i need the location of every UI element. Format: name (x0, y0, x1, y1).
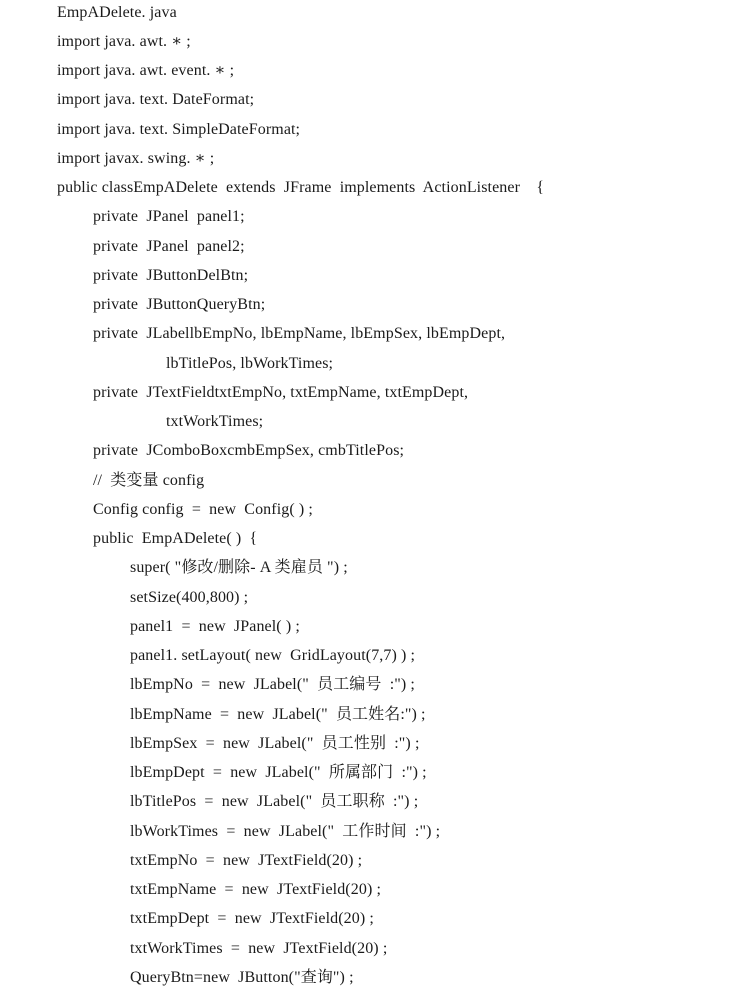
code-line: private JPanel panel1; (93, 208, 245, 225)
code-line: private JLabellbEmpNo, lbEmpName, lbEmpSex, lbEmpDept, (93, 325, 506, 342)
code-line: setSize(400,800) ; (130, 589, 249, 606)
code-line: txtEmpNo = new JTextField(20) ; (130, 852, 363, 869)
code-line: super( "修改/删除- A 类雇员 ") ; (130, 559, 348, 576)
code-line: import java. text. SimpleDateFormat; (57, 121, 301, 138)
code-line: import java. awt. event. ∗ ; (57, 62, 235, 79)
code-line: private JPanel panel2; (93, 238, 245, 255)
code-line: txtEmpName = new JTextField(20) ; (130, 881, 382, 898)
code-line: Config config = new Config( ) ; (93, 501, 313, 518)
code-line: txtWorkTimes; (166, 413, 264, 430)
code-line: lbEmpName = new JLabel(" 员工姓名:") ; (130, 706, 426, 723)
code-line: txtEmpDept = new JTextField(20) ; (130, 910, 374, 927)
code-line: private JButtonQueryBtn; (93, 296, 266, 313)
code-line: import java. text. DateFormat; (57, 91, 255, 108)
code-line: panel1 = new JPanel( ) ; (130, 618, 300, 635)
code-comment: // 类变量 config (93, 472, 205, 489)
code-line: import javax. swing. ∗ ; (57, 150, 215, 167)
code-line: EmpADelete. java (57, 4, 177, 21)
code-line: lbEmpNo = new JLabel(" 员工编号 :") ; (130, 676, 415, 693)
code-line: private JButtonDelBtn; (93, 267, 249, 284)
code-line: import java. awt. ∗ ; (57, 33, 191, 50)
code-line: public EmpADelete( ) { (93, 530, 258, 547)
code-line: private JTextFieldtxtEmpNo, txtEmpName, txtEmpDept, (93, 384, 469, 401)
code-line: lbWorkTimes = new JLabel(" 工作时间 :") ; (130, 823, 441, 840)
code-line: lbTitlePos = new JLabel(" 员工职称 :") ; (130, 793, 419, 810)
code-line: public classEmpADelete extends JFrame implements ActionListener { (57, 179, 545, 196)
code-line: panel1. setLayout( new GridLayout(7,7) ) ; (130, 647, 416, 664)
code-line: txtWorkTimes = new JTextField(20) ; (130, 940, 388, 957)
code-line: lbEmpDept = new JLabel(" 所属部门 :") ; (130, 764, 427, 781)
code-line: lbEmpSex = new JLabel(" 员工性别 :") ; (130, 735, 420, 752)
code-line: private JComboBoxcmbEmpSex, cmbTitlePos; (93, 442, 405, 459)
code-line: QueryBtn=new JButton("查询") ; (130, 969, 354, 986)
code-line: lbTitlePos, lbWorkTimes; (166, 355, 334, 372)
